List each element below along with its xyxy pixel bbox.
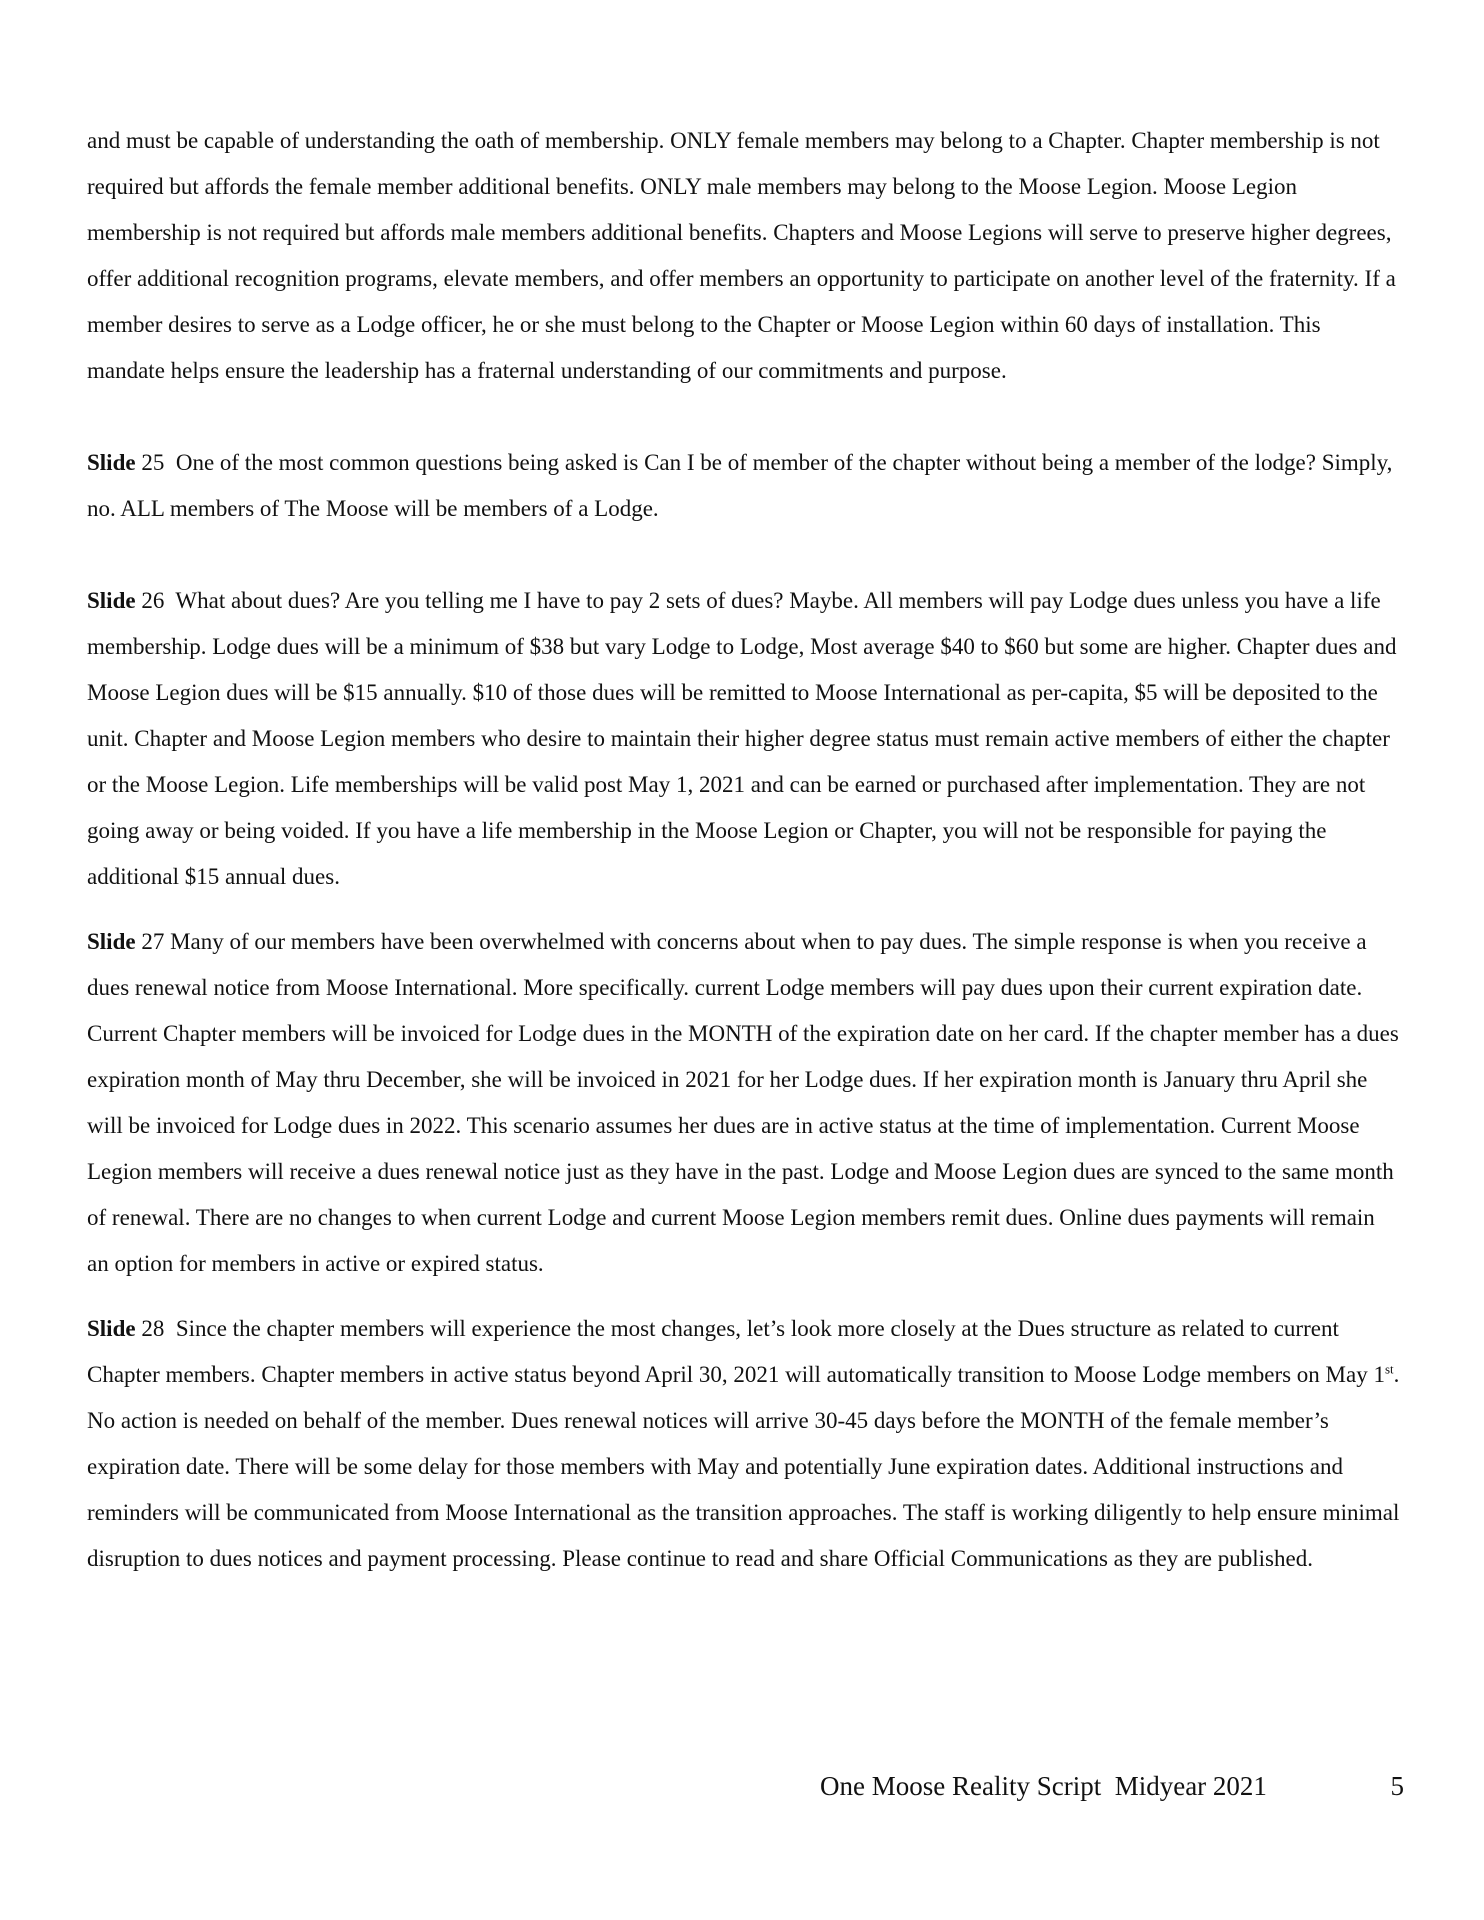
slide-26-number: 26	[141, 588, 165, 613]
slide-25-number: 25	[141, 450, 165, 475]
slide-25-label: Slide	[87, 450, 136, 475]
slide-28-text-before: Since the chapter members will experience the most changes, let’s look more closely at the Dues structure as related to current Chapter members. Chapter members in active status beyond April 30, 2021 will automatically transition to Moose Lodge members on May 1	[87, 1316, 1385, 1387]
slide-27-number: 27	[141, 929, 165, 954]
slide-28-paragraph	[87, 1306, 1400, 1582]
document-body	[87, 118, 1400, 1582]
slide-28-text-after: . No action is needed on behalf of the member. Dues renewal notices will arrive 30-45 days before the MONTH of the female member’s expiration date. There will be some delay for those members with May and potentially June expiration dates. Additional instructions and reminders will be communicated from Moose International as the transition approaches. The staff is working diligently to help ensure minimal disruption to dues notices and payment processing. Please continue to read and share Official Communications as they are published.	[87, 1362, 1400, 1571]
slide-26-label: Slide	[87, 588, 136, 613]
slide-25-text: One of the most common questions being asked is Can I be of member of the chapter without being a member of the lodge? Simply, no. ALL members of The Moose will be members of a Lodge.	[87, 450, 1393, 521]
page-footer	[820, 1770, 1404, 1802]
slide-28-label: Slide	[87, 1316, 136, 1341]
slide-27-label: Slide	[87, 929, 136, 954]
intro-text: and must be capable of understanding the oath of membership. ONLY female members may belong to a Chapter. Chapter membership is not required but affords the female member additional benefits. ONLY male members may belong to the Moose Legion. Moose Legion membership is not required but affords male members additional benefits. Chapters and Moose Legions will serve to preserve higher degrees, offer additional recognition programs, elevate members, and offer members an opportunity to participate on another level of the fraternity. If a member desires to serve as a Lodge officer, he or she must belong to the Chapter or Moose Legion within 60 days of installation. This mandate helps ensure the leadership has a fraternal understanding of our commitments and purpose.	[87, 128, 1396, 383]
slide-26-paragraph	[87, 578, 1400, 900]
slide-27-paragraph	[87, 919, 1400, 1287]
slide-27-text: Many of our members have been overwhelmed with concerns about when to pay dues. The simple response is when you receive a dues renewal notice from Moose International. More specifically. current Lodge members will pay dues upon their current expiration date. Current Chapter members will be invoiced for Lodge dues in the MONTH of the expiration date on her card. If the chapter member has a dues expiration month of May thru December, she will be invoiced in 2021 for her Lodge dues. If her expiration month is January thru April she will be invoiced for Lodge dues in 2022. This scenario assumes her dues are in active status at the time of implementation. Current Moose Legion members will receive a dues renewal notice just as they have in the past. Lodge and Moose Legion dues are synced to the same month of renewal. There are no changes to when current Lodge and current Moose Legion members remit dues. Online dues payments will remain an option for members in active or expired status.	[87, 929, 1399, 1276]
slide-28-superscript: st	[1384, 1361, 1394, 1377]
slide-26-text: What about dues? Are you telling me I have to pay 2 sets of dues? Maybe. All members will pay Lodge dues unless you have a life membership. Lodge dues will be a minimum of $38 but vary Lodge to Lodge, Most average $40 to $60 but some are higher. Chapter dues and Moose Legion dues will be $15 annually. $10 of those dues will be remitted to Moose International as per-capita, $5 will be deposited to the unit. Chapter and Moose Legion members who desire to maintain their higher degree status must remain active members of either the chapter or the Moose Legion. Life memberships will be valid post May 1, 2021 and can be earned or purchased after implementation. They are not going away or being voided. If you have a life membership in the Moose Legion or Chapter, you will not be responsible for paying the additional $15 annual dues.	[87, 588, 1397, 889]
footer-title: One Moose Reality Script Midyear 2021	[820, 1771, 1267, 1801]
slide-28-number: 28	[141, 1316, 165, 1341]
page-number: 5	[1390, 1771, 1404, 1801]
intro-paragraph	[87, 118, 1400, 394]
slide-25-paragraph	[87, 440, 1400, 532]
